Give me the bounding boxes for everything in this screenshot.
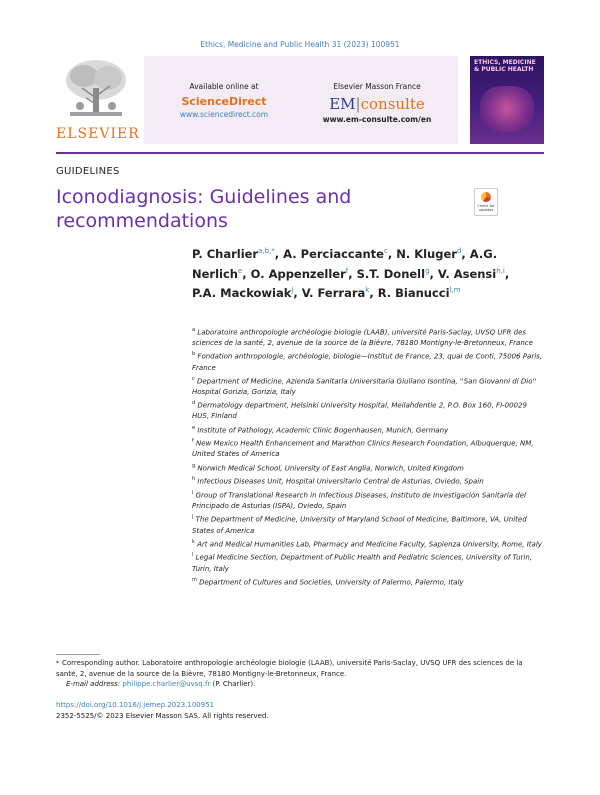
author-separator: ,: [369, 286, 378, 301]
email-link[interactable]: philippe.charlier@uvsq.fr: [122, 680, 211, 688]
emconsulte-logo[interactable]: [302, 95, 452, 113]
affiliation-key: c: [192, 375, 195, 382]
author-affiliation-marker[interactable]: f: [345, 266, 349, 275]
check-for-updates-button[interactable]: [474, 188, 498, 216]
affiliation-list: [192, 325, 544, 589]
sciencedirect-block: [149, 82, 299, 119]
affiliation-key: m: [192, 576, 197, 583]
email-line: [56, 679, 544, 689]
author-item[interactable]: [283, 247, 396, 261]
author-affiliation-marker[interactable]: k: [365, 286, 370, 295]
author-affiliation-marker[interactable]: c: [383, 247, 388, 255]
author-item[interactable]: [251, 267, 357, 281]
author-name: O. Appenzeller: [250, 266, 346, 281]
crossmark-icon: [481, 192, 491, 202]
affiliation-text: Infectious Diseases Unit, Hospital Universitario Central de Asturias, Oviedo, Spain: [197, 477, 484, 486]
author-affiliation-marker[interactable]: e: [237, 266, 243, 275]
affiliation-item: [192, 423, 544, 436]
email-suffix: (P. Charlier).: [210, 680, 256, 688]
elsevier-wordmark: ELSEVIER: [56, 126, 140, 142]
masson-label: Elsevier Masson France: [333, 82, 421, 91]
consulte-logo-text: consulte: [360, 95, 425, 113]
sciencedirect-logo[interactable]: ScienceDirect: [181, 95, 267, 108]
author-name: P.A. Mackowiak: [192, 286, 292, 301]
em-logo-text: EM: [329, 95, 356, 113]
author-separator: ,: [242, 266, 251, 281]
affiliation-key: g: [192, 462, 196, 469]
affiliation-text: Fondation anthropologie, archéologie, biologie—Institut de France, 23, quai de Conti, 75006 Paris, France: [192, 352, 543, 372]
affiliation-text: The Department of Medicine, University of Maryland School of Medicine, Baltimore, VA, United States of America: [192, 515, 527, 535]
check-for-updates-label: Check for updates: [477, 204, 495, 212]
author-name: S.T. Donell: [356, 266, 426, 281]
affiliation-item: [192, 398, 544, 422]
author-name: A.G. Nerlich: [192, 246, 498, 281]
affiliation-key: e: [192, 424, 196, 431]
footnote-divider: [56, 654, 100, 655]
affiliation-key: d: [192, 400, 196, 407]
corresponding-author-line: [56, 658, 544, 679]
email-label: E-mail address:: [66, 680, 121, 688]
author-separator: ,: [348, 266, 357, 281]
author-item[interactable]: [378, 286, 461, 300]
corresponding-author-text: Corresponding author. Laboratoire anthropologie archéologie biologie (LAAB), université Paris-Saclay, UVSQ UFR des sciences de la santé, 2, avenue de la source de la Bièvre, 78180 Montigny-le-Bretonneux, France.: [56, 659, 523, 678]
affiliation-item: [192, 488, 544, 512]
affiliation-key: j: [192, 514, 194, 521]
header-band: [56, 56, 544, 144]
affiliation-text: Legal Medicine Section, Department of Public Health and Pediatric Sciences, University of Turin, Turin, Italy: [192, 553, 532, 573]
author-affiliation-marker[interactable]: a,b,*: [258, 247, 275, 255]
cover-title: ETHICS, MEDICINE & PUBLIC HEALTH: [474, 59, 536, 73]
affiliation-item: [192, 436, 544, 460]
author-separator: ,: [429, 266, 438, 281]
author-name: V. Asensi: [437, 266, 497, 281]
affiliation-text: Department of Cultures and Societies, University of Palermo, Palermo, Italy: [199, 578, 464, 587]
author-name: N. Kluger: [396, 246, 457, 261]
sciencedirect-link[interactable]: www.sciencedirect.com: [179, 110, 269, 119]
affiliation-key: a: [192, 327, 196, 333]
affiliation-key: l: [192, 552, 194, 559]
author-separator: ,: [461, 246, 470, 261]
affiliation-item: [192, 374, 544, 398]
affiliation-text: Department of Medicine, Azienda Sanitaria Universitaria Giuliano Isontina, ''San Giovanni di Dio'' Hospital Gorizia, Gorizia, Italy: [192, 377, 537, 396]
author-affiliation-marker[interactable]: l,m: [449, 286, 461, 295]
affiliation-key: k: [192, 538, 195, 545]
author-item[interactable]: [302, 286, 378, 300]
affiliation-item: [192, 349, 544, 373]
affiliation-key: h: [192, 476, 196, 483]
affiliation-item: [192, 474, 544, 487]
journal-cover[interactable]: [470, 56, 544, 144]
affiliation-text: Art and Medical Humanities Lab, Pharmacy and Medicine Faculty, Sapienza University, Rome, Italy: [197, 540, 542, 549]
footnote-star: *: [56, 660, 59, 667]
affiliation-text: Norwich Medical School, University of East Anglia, Norwich, United Kingdom: [197, 464, 464, 473]
affiliation-text: Group of Translational Research in Infectious Diseases, Instituto de Investigación Sanitaria del Principado de Asturias (ISPA), Oviedo, Spain: [192, 491, 526, 511]
emconsulte-link[interactable]: www.em-consulte.com/en: [322, 115, 432, 124]
author-affiliation-marker[interactable]: g: [425, 266, 430, 275]
journal-citation[interactable]: Ethics, Medicine and Public Health 31 (2023) 100951: [200, 40, 400, 49]
doi-link[interactable]: https://doi.org/10.1016/j.jemep.2023.100951: [56, 701, 215, 709]
affiliation-key: i: [192, 489, 194, 496]
author-name: V. Ferrara: [301, 286, 366, 301]
affiliation-item: [192, 512, 544, 536]
affiliation-item: [192, 461, 544, 474]
elsevier-tree-icon: [62, 58, 130, 120]
author-separator: ,: [274, 246, 284, 261]
author-separator: ,: [504, 266, 510, 281]
author-item[interactable]: [192, 286, 302, 300]
author-item[interactable]: [357, 267, 438, 281]
affiliation-item: [192, 325, 544, 349]
cover-art-image: [480, 86, 534, 132]
author-list: [192, 243, 522, 302]
affiliation-item: [192, 550, 544, 574]
elsevier-logo: [56, 56, 140, 144]
author-item[interactable]: [396, 247, 470, 261]
affiliation-item: [192, 537, 544, 550]
author-affiliation-marker[interactable]: j: [291, 286, 294, 295]
corresponding-author-footnote: [56, 658, 544, 689]
affiliation-text: Dermatology department, Helsinki University Hospital, Meilahdentie 2, P.O. Box 160, FI-00029 HUS, Finland: [192, 401, 527, 421]
author-name: A. Perciaccante: [283, 246, 384, 261]
affiliation-item: [192, 575, 544, 588]
section-label: GUIDELINES: [56, 166, 120, 177]
author-separator: ,: [293, 286, 302, 301]
header-divider: [56, 152, 544, 154]
author-affiliation-marker[interactable]: d: [456, 247, 462, 255]
available-online-label: Available online at: [189, 82, 259, 91]
em-logo-divider: |: [355, 95, 361, 113]
author-name: P. Charlier: [192, 246, 259, 261]
author-name: R. Bianucci: [377, 286, 450, 301]
author-item[interactable]: [192, 247, 283, 261]
copyright-notice: 2352-5525/© 2023 Elsevier Masson SAS. All rights reserved.: [56, 712, 269, 720]
affiliation-text: New Mexico Health Enhancement and Marathon Clinics Research Foundation, Albuquerque, NM, United States of America: [192, 439, 534, 459]
affiliation-text: Institute of Pathology, Academic Clinic Bogenhausen, Munich, Germany: [197, 426, 449, 435]
affiliation-key: b: [192, 351, 196, 358]
availability-panel: [144, 56, 458, 144]
emconsulte-block: [302, 82, 452, 124]
author-item[interactable]: [438, 267, 509, 281]
author-affiliation-marker[interactable]: h,i: [496, 266, 505, 275]
affiliation-key: f: [192, 438, 194, 445]
author-separator: ,: [387, 246, 397, 261]
article-title: Iconodiagnosis: Guidelines and recommendations: [56, 186, 352, 232]
affiliation-text: Laboratoire anthropologie archéologie biologie (LAAB), université Paris-Saclay, UVSQ UFR des sciences de la santé, 2, avenue de la source de la Bièvre, 78180 Montigny-le-Bretonneux, France: [192, 328, 533, 348]
